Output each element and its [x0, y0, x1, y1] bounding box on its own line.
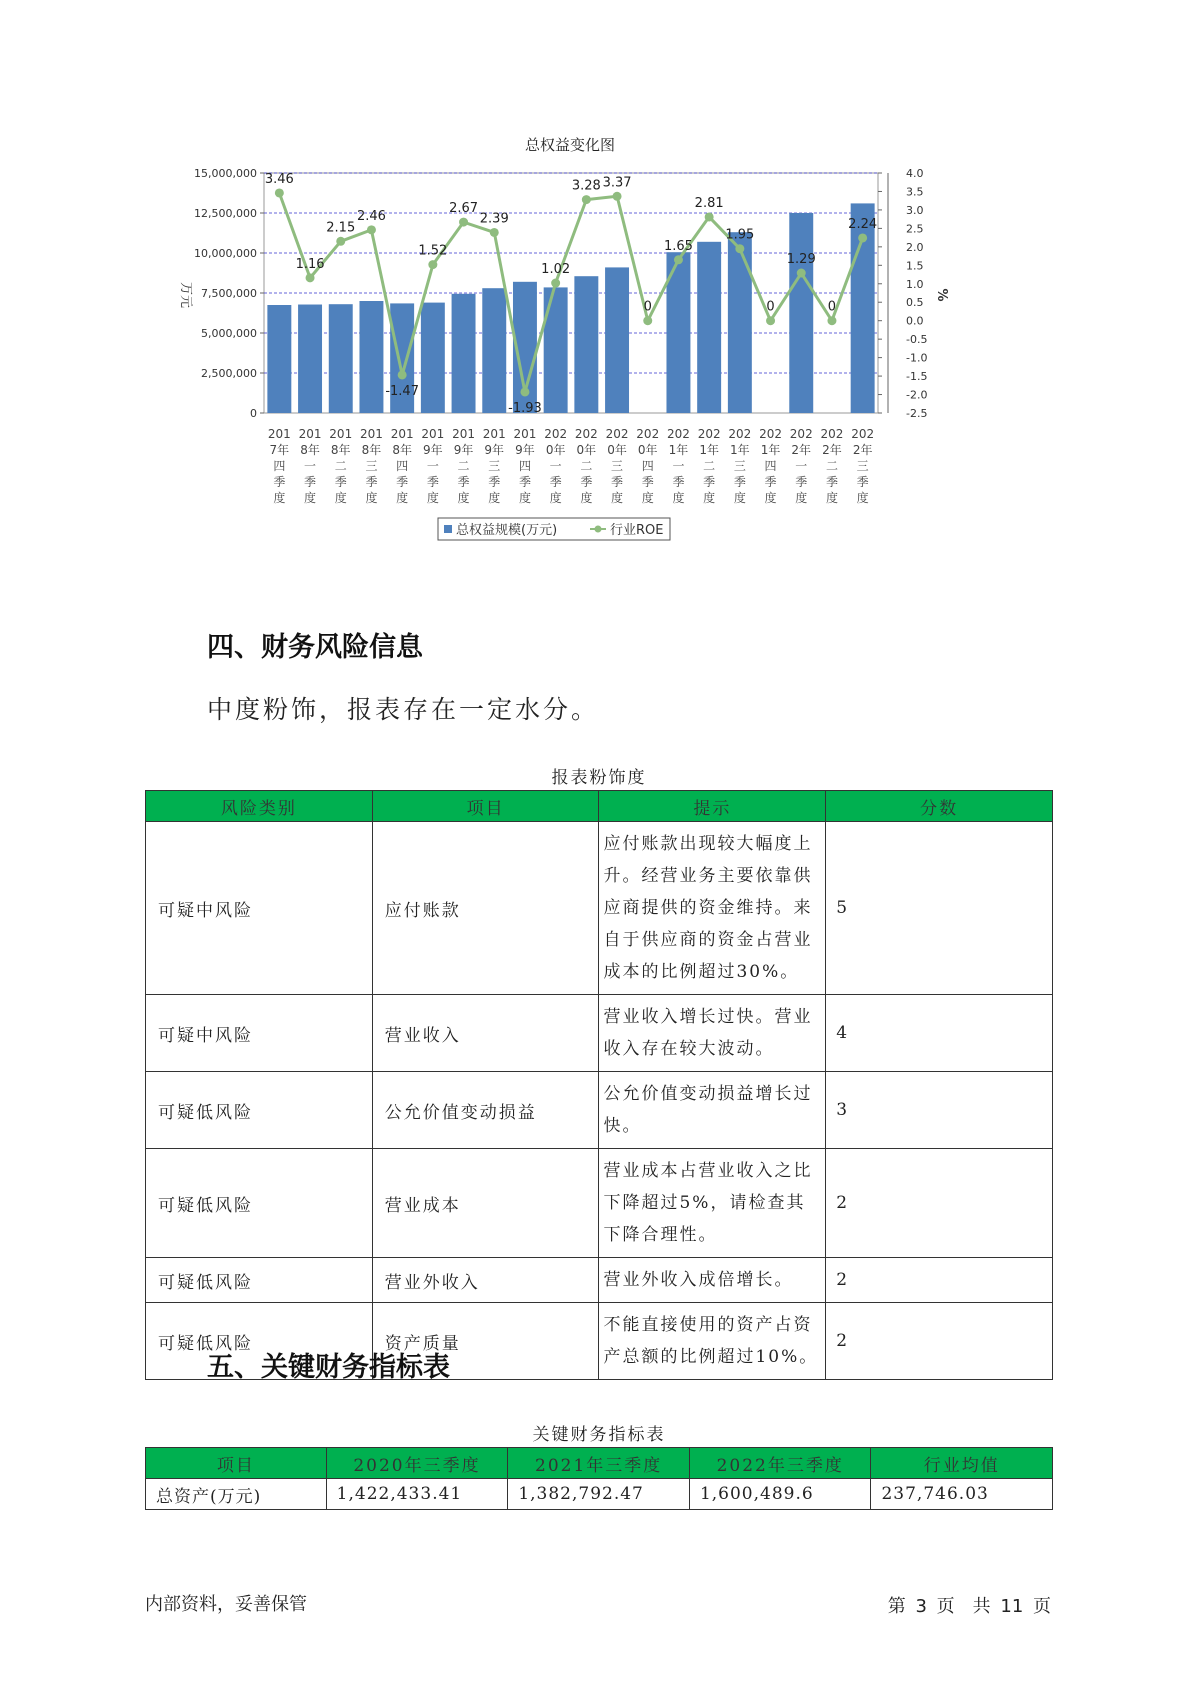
- x-tick-label: 二: [703, 459, 716, 473]
- equity-chart-svg: [170, 130, 1040, 590]
- x-tick-label: 201: [452, 427, 476, 441]
- risk-tip: 营业成本占营业收入之比下降超过5%，请检查其下降合理性。: [599, 1149, 826, 1258]
- risk-summary: 中度粉饰，报表存在一定水分。: [207, 695, 600, 724]
- y-tick-label: 2,500,000: [201, 367, 257, 380]
- x-tick-label: 季: [426, 475, 439, 489]
- risk-tip: 不能直接使用的资产占资产总额的比例超过10%。: [599, 1303, 826, 1380]
- x-tick-label: 201: [329, 427, 353, 441]
- risk-table: [145, 790, 1053, 1380]
- x-tick-label: 202: [759, 427, 783, 441]
- y-tick-label: 15,000,000: [194, 167, 257, 180]
- risk-category: 可疑低风险: [146, 1303, 373, 1380]
- roe-data-label: 0: [766, 299, 775, 315]
- x-tick-label: 201: [298, 427, 322, 441]
- x-tick-label: 202: [574, 427, 598, 441]
- roe-point: [551, 279, 560, 288]
- x-tick-label: 2年: [791, 443, 812, 457]
- risk-table-header-row: [146, 791, 1053, 822]
- x-tick-label: 201: [482, 427, 506, 441]
- x-tick-label: 度: [304, 491, 317, 505]
- risk-category: 可疑中风险: [146, 995, 373, 1072]
- equity-chart: [170, 130, 1040, 590]
- x-tick-label: 201: [359, 427, 383, 441]
- risk-category: 可疑低风险: [146, 1149, 373, 1258]
- risk-item: 公允价值变动损益: [372, 1072, 599, 1149]
- kpi-table: [145, 1447, 1053, 1510]
- y2-tick-label: -0.5: [906, 333, 928, 347]
- x-tick-label: 季: [795, 475, 808, 489]
- roe-point: [858, 233, 867, 242]
- x-tick-label: 季: [611, 475, 624, 489]
- section-title-risk: 四、财务风险信息: [207, 632, 423, 663]
- x-tick-label: 季: [396, 475, 409, 489]
- y2-tick-label: 3.5: [906, 185, 924, 199]
- roe-point: [643, 316, 652, 325]
- x-tick-label: 二: [825, 459, 838, 473]
- x-tick-label: 三: [733, 459, 746, 473]
- kpi-table-caption: 关键财务指标表: [532, 1425, 666, 1445]
- x-tick-label: 三: [488, 459, 501, 473]
- risk-item: 营业外收入: [372, 1258, 599, 1303]
- x-tick-label: 0年: [637, 443, 658, 457]
- risk-item: 营业收入: [372, 995, 599, 1072]
- x-tick-label: 9年: [515, 443, 535, 457]
- kpi-value-industry-avg: 237,746.03: [871, 1479, 1053, 1510]
- roe-point: [520, 387, 529, 396]
- bar: [544, 287, 568, 413]
- y2-tick-label: 1.5: [906, 259, 924, 273]
- y2-tick-label: -2.0: [906, 388, 928, 402]
- y-tick-label: 7,500,000: [201, 287, 257, 300]
- x-tick-label: 0年: [576, 443, 597, 457]
- x-tick-label: 季: [488, 475, 501, 489]
- x-tick-label: 度: [825, 491, 838, 505]
- table-row: [146, 1149, 1053, 1258]
- risk-tip: 应付账款出现较大幅度上升。经营业务主要依靠供应商提供的资金维持。来自于供应商的资金占营业成本的比例超过30%。: [599, 822, 826, 995]
- roe-data-label: 2.39: [479, 211, 509, 227]
- x-tick-label: 202: [636, 427, 660, 441]
- bar: [298, 305, 322, 413]
- roe-data-label: 0: [643, 299, 652, 315]
- x-tick-label: 二: [457, 459, 470, 473]
- x-tick-label: 2年: [852, 443, 873, 457]
- kpi-header-2021q3: 2021年三季度: [508, 1448, 690, 1479]
- risk-tip: 公允价值变动损益增长过快。: [599, 1072, 826, 1149]
- risk-score: 2: [826, 1149, 1053, 1258]
- kpi-header-item: 项目: [146, 1448, 327, 1479]
- roe-point: [827, 316, 836, 325]
- roe-point: [735, 244, 744, 253]
- footer-page-number: 第 3 页 共 11 页: [887, 1596, 1051, 1617]
- legend-label-line: 行业ROE: [610, 523, 664, 538]
- kpi-item: 总资产(万元): [146, 1479, 327, 1510]
- roe-data-label: 2.81: [694, 195, 724, 211]
- risk-table-caption: 报表粉饰度: [551, 768, 647, 788]
- x-tick-label: 度: [764, 491, 777, 505]
- roe-point: [367, 225, 376, 234]
- risk-header-score: 分数: [826, 791, 1053, 822]
- x-tick-label: 度: [396, 491, 409, 505]
- kpi-header-2022q3: 2022年三季度: [689, 1448, 871, 1479]
- roe-point: [428, 260, 437, 269]
- x-tick-label: 季: [457, 475, 470, 489]
- x-tick-label: 202: [666, 427, 690, 441]
- x-tick-label: 度: [733, 491, 746, 505]
- risk-score: 2: [826, 1303, 1053, 1380]
- y-tick-label: 0: [250, 407, 257, 420]
- roe-data-label: 1.65: [663, 238, 693, 254]
- risk-category: 可疑中风险: [146, 822, 373, 995]
- risk-score: 3: [826, 1072, 1053, 1149]
- x-tick-label: 季: [672, 475, 685, 489]
- roe-data-label: 1.95: [725, 227, 755, 243]
- risk-header-item: 项目: [372, 791, 599, 822]
- roe-point: [490, 228, 499, 237]
- x-tick-label: 季: [825, 475, 838, 489]
- y2-tick-label: 0.0: [906, 314, 924, 328]
- legend-swatch-bar: [444, 525, 452, 533]
- x-tick-label: 201: [421, 427, 445, 441]
- x-tick-label: 度: [365, 491, 378, 505]
- footer-confidential: 内部资料，妥善保管: [145, 1594, 307, 1615]
- risk-header-tip: 提示: [599, 791, 826, 822]
- roe-data-label: 2.46: [356, 208, 386, 224]
- x-tick-label: 9年: [423, 443, 443, 457]
- roe-data-label: 2.24: [848, 216, 878, 232]
- bar: [574, 276, 598, 413]
- x-tick-label: 201: [390, 427, 414, 441]
- risk-score: 2: [826, 1258, 1053, 1303]
- roe-data-label: 1.16: [295, 256, 325, 272]
- risk-category: 可疑低风险: [146, 1072, 373, 1149]
- risk-category: 可疑低风险: [146, 1258, 373, 1303]
- x-tick-label: 一: [426, 459, 439, 473]
- x-tick-label: 度: [611, 491, 624, 505]
- y2-tick-label: -1.0: [906, 351, 928, 365]
- x-tick-label: 季: [580, 475, 593, 489]
- x-tick-label: 季: [518, 475, 531, 489]
- risk-item: 资产质量: [372, 1303, 599, 1380]
- y-tick-label: 12,500,000: [194, 207, 257, 220]
- x-tick-label: 度: [273, 491, 286, 505]
- x-tick-label: 一: [795, 459, 808, 473]
- x-tick-label: 度: [334, 491, 347, 505]
- x-tick-label: 季: [703, 475, 716, 489]
- y-tick-label: 10,000,000: [194, 247, 257, 260]
- x-tick-label: 8年: [330, 443, 351, 457]
- bar: [605, 267, 629, 413]
- roe-point: [613, 192, 622, 201]
- x-tick-label: 202: [789, 427, 813, 441]
- x-tick-label: 三: [611, 459, 624, 473]
- x-tick-label: 1年: [668, 443, 689, 457]
- bar: [789, 213, 813, 413]
- roe-data-label: -1.47: [385, 383, 419, 399]
- roe-point: [797, 269, 806, 278]
- bar: [452, 294, 476, 413]
- bar: [421, 303, 445, 413]
- roe-data-label: 1.02: [541, 262, 571, 278]
- kpi-value-2021q3: 1,382,792.47: [508, 1479, 690, 1510]
- x-tick-label: 四: [641, 459, 654, 473]
- y2-tick-label: 2.5: [906, 222, 924, 236]
- x-tick-label: 三: [856, 459, 869, 473]
- x-tick-label: 度: [580, 491, 593, 505]
- x-tick-label: 度: [703, 491, 716, 505]
- roe-point: [674, 255, 683, 264]
- x-tick-label: 度: [641, 491, 654, 505]
- x-tick-label: 8年: [300, 443, 320, 457]
- x-tick-label: 8年: [392, 443, 412, 457]
- risk-item: 营业成本: [372, 1149, 599, 1258]
- roe-data-label: 3.46: [264, 171, 294, 187]
- x-tick-label: 202: [544, 427, 568, 441]
- x-tick-label: 季: [273, 475, 286, 489]
- y-tick-label: 5,000,000: [201, 327, 257, 340]
- roe-point: [582, 195, 591, 204]
- x-tick-label: 202: [728, 427, 752, 441]
- x-tick-label: 三: [365, 459, 378, 473]
- roe-data-label: 3.37: [602, 175, 632, 191]
- x-tick-label: 四: [396, 459, 409, 473]
- y-axis-label: 万元: [178, 281, 193, 309]
- x-tick-label: 9年: [484, 443, 505, 457]
- x-tick-label: 2年: [822, 443, 842, 457]
- x-tick-label: 度: [488, 491, 501, 505]
- table-row: [146, 1072, 1053, 1149]
- x-tick-label: 季: [304, 475, 317, 489]
- table-row: [146, 1258, 1053, 1303]
- x-tick-label: 二: [334, 459, 347, 473]
- y2-tick-label: 2.0: [906, 240, 924, 254]
- y2-tick-label: 4.0: [906, 167, 924, 180]
- x-tick-label: 202: [820, 427, 844, 441]
- x-tick-label: 201: [513, 427, 537, 441]
- table-row: [146, 995, 1053, 1072]
- roe-data-label: 0: [827, 299, 837, 315]
- x-tick-label: 季: [334, 475, 347, 489]
- roe-data-label: -1.93: [508, 400, 542, 416]
- roe-data-label: 1.52: [418, 243, 448, 259]
- roe-data-label: 1.29: [786, 252, 816, 268]
- x-tick-label: 二: [580, 459, 593, 473]
- x-tick-label: 1年: [730, 443, 750, 457]
- chart-title: 总权益变化图: [524, 136, 616, 154]
- y2-tick-label: -2.5: [906, 407, 928, 420]
- kpi-table-header-row: [146, 1448, 1053, 1479]
- roe-point: [766, 316, 775, 325]
- x-tick-label: 度: [856, 491, 869, 505]
- x-tick-label: 四: [273, 459, 286, 473]
- x-tick-label: 1年: [760, 443, 781, 457]
- x-tick-label: 度: [672, 491, 685, 505]
- roe-point: [306, 273, 315, 282]
- roe-point: [275, 188, 284, 197]
- risk-score: 5: [826, 822, 1053, 995]
- roe-point: [705, 212, 714, 221]
- kpi-value-2022q3: 1,600,489.6: [689, 1479, 871, 1510]
- x-tick-label: 201: [267, 427, 291, 441]
- x-tick-label: 四: [518, 459, 531, 473]
- x-tick-label: 度: [426, 491, 439, 505]
- bar: [329, 304, 353, 413]
- roe-point: [398, 370, 407, 379]
- table-row: [146, 822, 1053, 995]
- x-tick-label: 202: [605, 427, 629, 441]
- kpi-value-2020q3: 1,422,433.41: [326, 1479, 508, 1510]
- x-tick-label: 0年: [545, 443, 566, 457]
- roe-data-label: 3.28: [571, 178, 601, 194]
- x-tick-label: 202: [697, 427, 721, 441]
- x-tick-label: 季: [365, 475, 378, 489]
- x-tick-label: 1年: [699, 443, 719, 457]
- bar: [728, 232, 752, 413]
- y2-tick-label: 1.0: [906, 277, 924, 291]
- x-tick-label: 8年: [361, 443, 382, 457]
- roe-data-label: 2.15: [326, 220, 356, 236]
- x-tick-label: 四: [764, 459, 777, 473]
- x-tick-label: 一: [304, 459, 317, 473]
- risk-header-category: 风险类别: [146, 791, 373, 822]
- x-tick-label: 一: [672, 459, 685, 473]
- x-tick-label: 季: [641, 475, 654, 489]
- legend-label-bar: 总权益规模(万元): [456, 523, 558, 538]
- x-tick-label: 季: [764, 475, 777, 489]
- y2-tick-label: -1.5: [906, 370, 928, 384]
- bar: [482, 288, 506, 413]
- x-tick-label: 度: [518, 491, 531, 505]
- y2-tick-label: 0.5: [906, 296, 924, 310]
- y2-tick-label: 3.0: [906, 203, 924, 217]
- kpi-header-2020q3: 2020年三季度: [326, 1448, 508, 1479]
- x-tick-label: 度: [795, 491, 808, 505]
- x-tick-label: 202: [851, 427, 875, 441]
- risk-tip: 营业收入增长过快。营业收入存在较大波动。: [599, 995, 826, 1072]
- x-tick-label: 0年: [607, 443, 627, 457]
- x-tick-label: 季: [549, 475, 562, 489]
- x-tick-label: 季: [856, 475, 869, 489]
- legend-swatch-point: [595, 526, 602, 533]
- x-tick-label: 7年: [269, 443, 290, 457]
- risk-score: 4: [826, 995, 1053, 1072]
- roe-point: [459, 218, 468, 227]
- risk-tip: 营业外收入成倍增长。: [599, 1258, 826, 1303]
- section-title-kpi: 五、关键财务指标表: [207, 1352, 450, 1383]
- bar: [359, 301, 383, 413]
- roe-point: [336, 237, 345, 246]
- x-tick-label: 9年: [453, 443, 474, 457]
- x-tick-label: 一: [549, 459, 562, 473]
- x-tick-label: 度: [457, 491, 470, 505]
- x-tick-label: 季: [733, 475, 746, 489]
- kpi-header-industry-avg: 行业均值: [871, 1448, 1053, 1479]
- x-tick-label: 度: [549, 491, 562, 505]
- bar: [267, 305, 291, 413]
- bar: [697, 242, 721, 413]
- table-row: [146, 1479, 1053, 1510]
- roe-data-label: 2.67: [449, 201, 479, 217]
- risk-item: 应付账款: [372, 822, 599, 995]
- y2-axis-label: %: [934, 288, 949, 302]
